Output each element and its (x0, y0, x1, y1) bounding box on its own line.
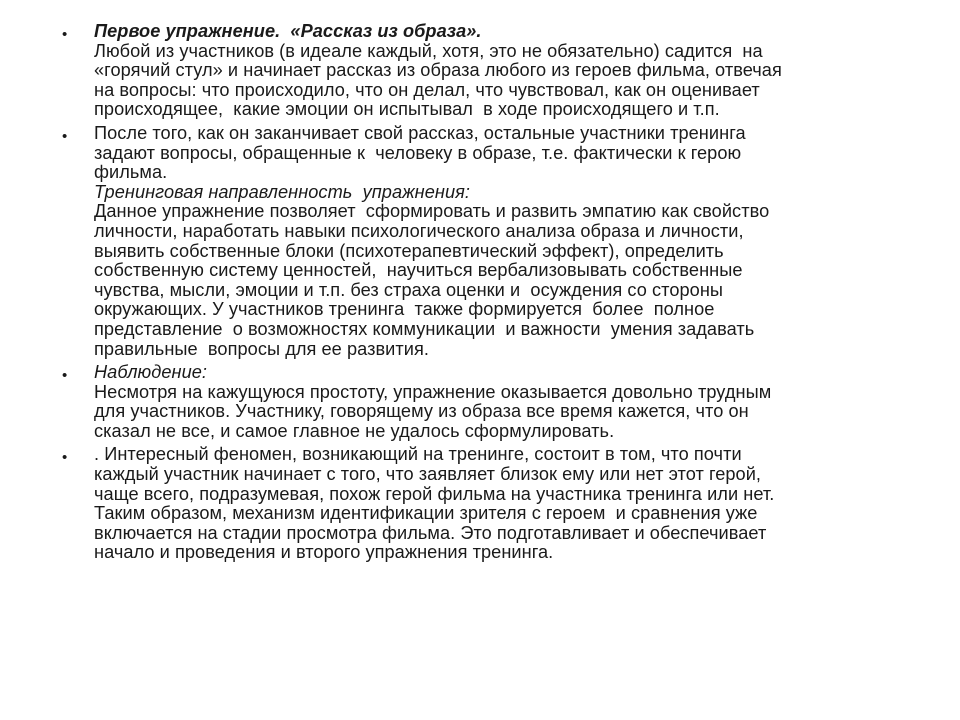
text-line: Несмотря на кажущуюся простоту, упражнение оказывается довольно трудным (94, 381, 772, 402)
text-line: происходящее, какие эмоции он испытывал в ходе происходящего и т.п. (94, 99, 720, 120)
bullet-item-first-exercise (62, 22, 912, 120)
training-focus-heading: Тренинговая направленность упражнения: (94, 181, 470, 202)
text-line: правильные вопросы для ее развития. (94, 338, 429, 359)
text-line: Данное упражнение позволяет сформировать и развить эмпатию как свойство (94, 201, 770, 222)
bullet-item-observation (62, 363, 912, 441)
exercise-title: Первое упражнение. «Рассказ из образа». (94, 21, 482, 41)
bullet-list (62, 22, 912, 563)
text-line: каждый участник начинает с того, что заявляет близок ему или нет этот герой, (94, 464, 762, 485)
bullet-item-phenomenon (62, 445, 912, 563)
observation-heading: Наблюдение: (94, 362, 208, 383)
text-line: «горячий стул» и начинает рассказ из образа любого из героев фильма, отвечая (94, 60, 782, 81)
bullet-icon: • (62, 26, 68, 43)
text-line: чаще всего, подразумевая, похож герой фильма на участника тренинга или нет. (94, 483, 775, 504)
text-line: личности, наработать навыки психологического анализа образа и личности, (94, 220, 744, 241)
bullet-icon: • (62, 127, 68, 145)
bullet-icon: • (62, 367, 68, 385)
text-line: После того, как он заканчивает свой рассказ, остальные участники тренинга (94, 122, 746, 143)
text-line: окружающих. У участников тренинга также формируется более полное (94, 299, 715, 320)
text-line: на вопросы: что происходило, что он делал, что чувствовал, как он оценивает (94, 79, 760, 100)
text-line: собственную систему ценностей, научиться вербализовывать собственные (94, 260, 743, 281)
text-line: представление о возможностях коммуникации и важности умения задавать (94, 318, 755, 339)
text-line: Любой из участников (в идеале каждый, хотя, это не обязательно) садится на (94, 40, 763, 61)
text-line: начало и проведения и второго упражнения тренинга. (94, 542, 554, 563)
text-line: сказал не все, и самое главное не удалось сформулировать. (94, 420, 615, 441)
text-line: выявить собственные блоки (психотерапевтический эффект), определить (94, 240, 724, 261)
text-line: Таким образом, механизм идентификации зрителя с героем и сравнения уже (94, 503, 758, 524)
text-line: задают вопросы, обращенные к человеку в образе, т.е. фактически к герою (94, 142, 742, 163)
text-line: . Интересный феномен, возникающий на тренинге, состоит в том, что почти (94, 444, 742, 465)
text-line: фильма. (94, 162, 168, 183)
bullet-icon: • (62, 449, 68, 467)
text-line: чувства, мысли, эмоции и т.п. без страха оценки и осуждения со стороны (94, 279, 724, 300)
text-line: включается на стадии просмотра фильма. Это подготавливает и обеспечивает (94, 522, 767, 543)
text-line: для участников. Участнику, говорящему из образа все время кажется, что он (94, 401, 749, 422)
bullet-item-after-story (62, 124, 912, 359)
